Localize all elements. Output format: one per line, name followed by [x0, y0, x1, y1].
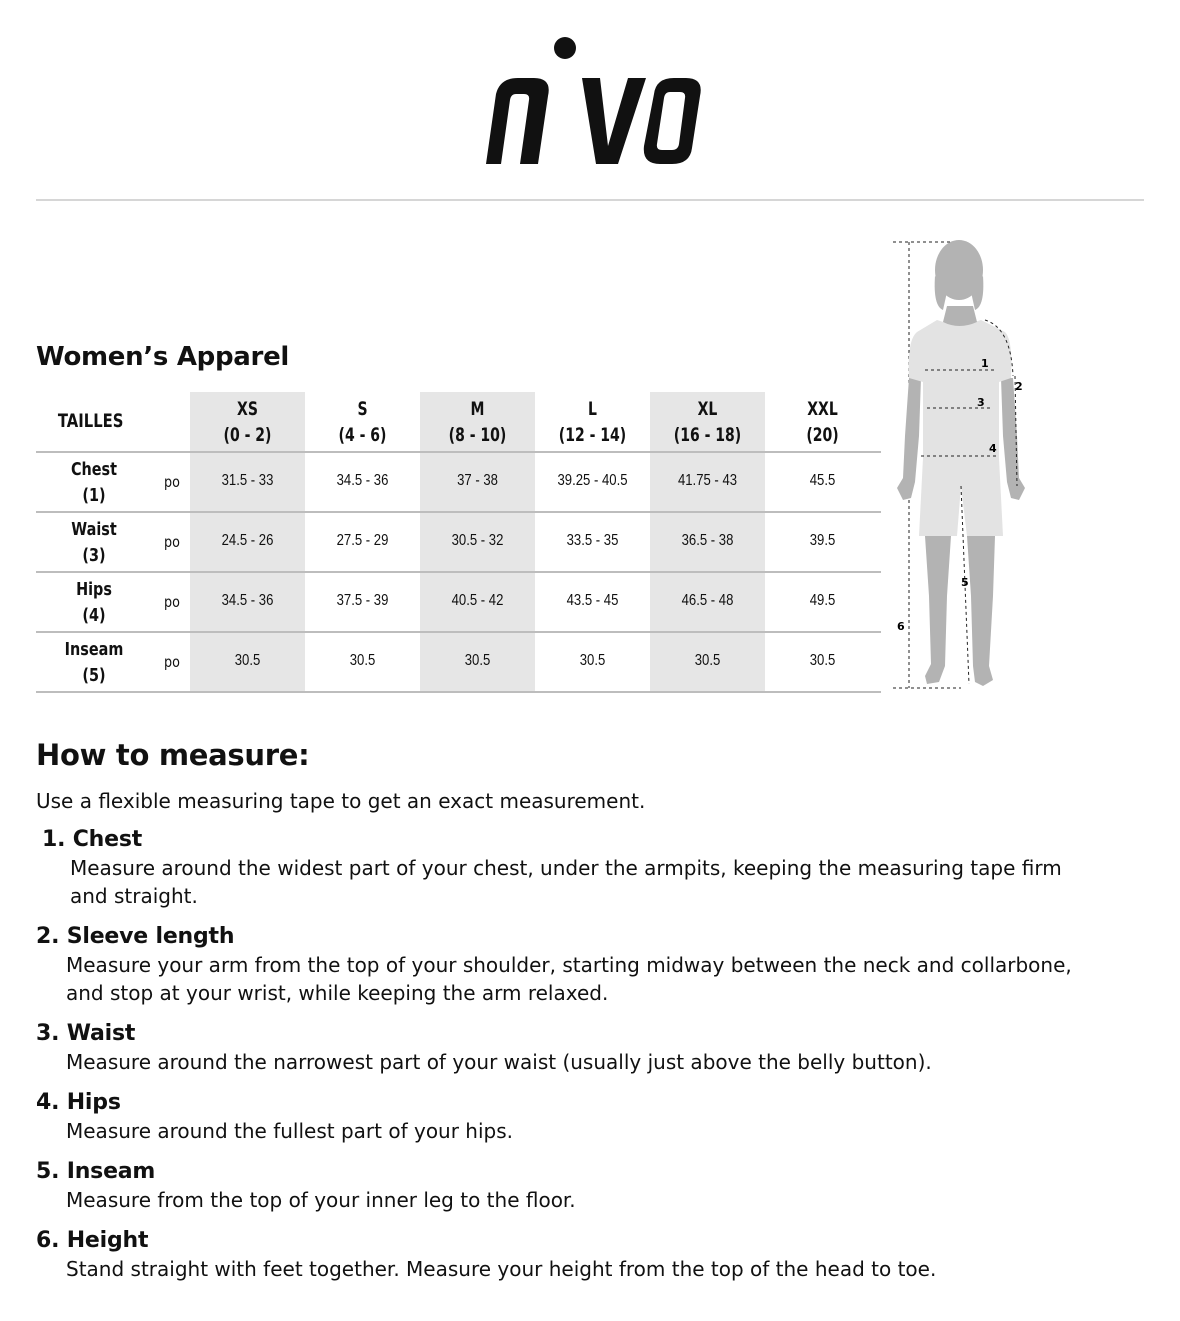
size-code: M — [470, 398, 485, 420]
size-code: XL — [697, 398, 718, 420]
marker-3: 3 — [977, 396, 985, 409]
table-rule — [36, 511, 881, 513]
size-code: L — [588, 398, 597, 420]
table-cell: 37 - 38 — [457, 472, 498, 489]
size-header — [315, 396, 409, 448]
size-range: (16 - 18) — [673, 424, 742, 446]
table-cell: 30.5 — [809, 652, 836, 669]
table-cell: 34.5 - 36 — [221, 592, 274, 609]
table-title: Women’s Apparel — [36, 342, 290, 372]
step-description: and stop at your wrist, while keeping the arm relaxed. — [66, 981, 609, 1005]
size-range: (20) — [806, 424, 839, 446]
measure-step — [36, 1227, 1096, 1283]
step-title: 2. Sleeve length — [36, 924, 235, 949]
measure-step — [36, 923, 1096, 1007]
table-cell: 46.5 - 48 — [681, 592, 734, 609]
step-description: Stand straight with feet together. Measure your height from the top of the head to toe. — [66, 1257, 937, 1281]
table-rule — [36, 631, 881, 633]
row-label — [54, 457, 134, 509]
row-name: Inseam — [64, 639, 124, 660]
table-rule — [36, 571, 881, 573]
step-title: 6. Height — [36, 1228, 149, 1253]
size-header — [545, 396, 639, 448]
size-range: (8 - 10) — [448, 424, 507, 446]
marker-2: 2 — [1015, 380, 1023, 393]
row-name: Hips — [76, 579, 112, 600]
measure-step — [36, 1020, 1096, 1076]
size-range: (4 - 6) — [338, 424, 387, 446]
table-cell: 30.5 — [234, 652, 261, 669]
size-range: (0 - 2) — [223, 424, 272, 446]
size-header — [775, 396, 869, 448]
table-cell: 36.5 - 38 — [681, 532, 734, 549]
step-description: Measure around the widest part of your chest, under the armpits, keeping the measuring tape firm — [70, 856, 1062, 880]
table-cell: 27.5 - 29 — [336, 532, 389, 549]
unit-label: po — [164, 473, 180, 491]
table-rule — [36, 451, 881, 453]
header-divider — [36, 199, 1144, 201]
row-number: (1) — [82, 485, 106, 506]
step-title: 1. Chest — [42, 827, 143, 852]
row-number: (5) — [82, 665, 106, 686]
row-name: Waist — [71, 519, 117, 540]
brand-logo — [478, 34, 704, 170]
measure-step — [36, 1158, 1096, 1214]
size-code: S — [357, 398, 368, 420]
unit-label: po — [164, 533, 180, 551]
measure-step — [36, 826, 1096, 910]
row-label — [54, 517, 134, 569]
row-number: (3) — [82, 545, 106, 566]
table-cell: 24.5 - 26 — [221, 532, 274, 549]
table-rule — [36, 691, 881, 693]
step-description: and straight. — [70, 884, 198, 908]
table-cell: 49.5 — [809, 592, 836, 609]
table-cell: 45.5 — [809, 472, 836, 489]
table-cell: 30.5 - 32 — [451, 532, 504, 549]
row-name: Chest — [70, 459, 118, 480]
unit-label: po — [164, 593, 180, 611]
table-cell: 40.5 - 42 — [451, 592, 504, 609]
step-description: Measure around the fullest part of your hips. — [66, 1119, 514, 1143]
size-range: (12 - 14) — [558, 424, 627, 446]
size-header — [660, 396, 754, 448]
marker-4: 4 — [989, 442, 997, 455]
size-header — [430, 396, 524, 448]
table-cell: 33.5 - 35 — [566, 532, 619, 549]
table-cell: 31.5 - 33 — [221, 472, 274, 489]
table-cell: 30.5 — [579, 652, 606, 669]
row-number: (4) — [82, 605, 106, 626]
row-label — [54, 637, 134, 689]
how-to-intro: Use a flexible measuring tape to get an exact measurement. — [36, 789, 646, 813]
table-cell: 43.5 - 45 — [566, 592, 619, 609]
table-cell: 39.25 - 40.5 — [557, 472, 628, 489]
size-code: XS — [237, 398, 258, 420]
step-title: 3. Waist — [36, 1021, 136, 1046]
step-description: Measure around the narrowest part of your waist (usually just above the belly button). — [66, 1050, 932, 1074]
header-label: TAILLES — [57, 410, 124, 432]
marker-5: 5 — [961, 576, 969, 589]
how-to-title: How to measure: — [36, 738, 310, 772]
table-cell: 37.5 - 39 — [336, 592, 389, 609]
table-cell: 30.5 — [349, 652, 376, 669]
size-code: XXL — [807, 398, 838, 420]
step-description: Measure from the top of your inner leg to the floor. — [66, 1188, 576, 1212]
table-cell: 39.5 — [809, 532, 836, 549]
table-cell: 34.5 - 36 — [336, 472, 389, 489]
step-title: 5. Inseam — [36, 1159, 156, 1184]
unit-label: po — [164, 653, 180, 671]
measure-step — [36, 1089, 1096, 1145]
step-description: Measure your arm from the top of your shoulder, starting midway between the neck and collarbone, — [66, 953, 1072, 977]
size-header — [200, 396, 294, 448]
table-cell: 30.5 — [464, 652, 491, 669]
step-title: 4. Hips — [36, 1090, 121, 1115]
row-label — [54, 577, 134, 629]
marker-1: 1 — [981, 357, 989, 370]
marker-6: 6 — [897, 620, 905, 633]
table-cell: 41.75 - 43 — [677, 472, 738, 489]
table-cell: 30.5 — [694, 652, 721, 669]
body-measurement-figure — [885, 236, 1035, 696]
